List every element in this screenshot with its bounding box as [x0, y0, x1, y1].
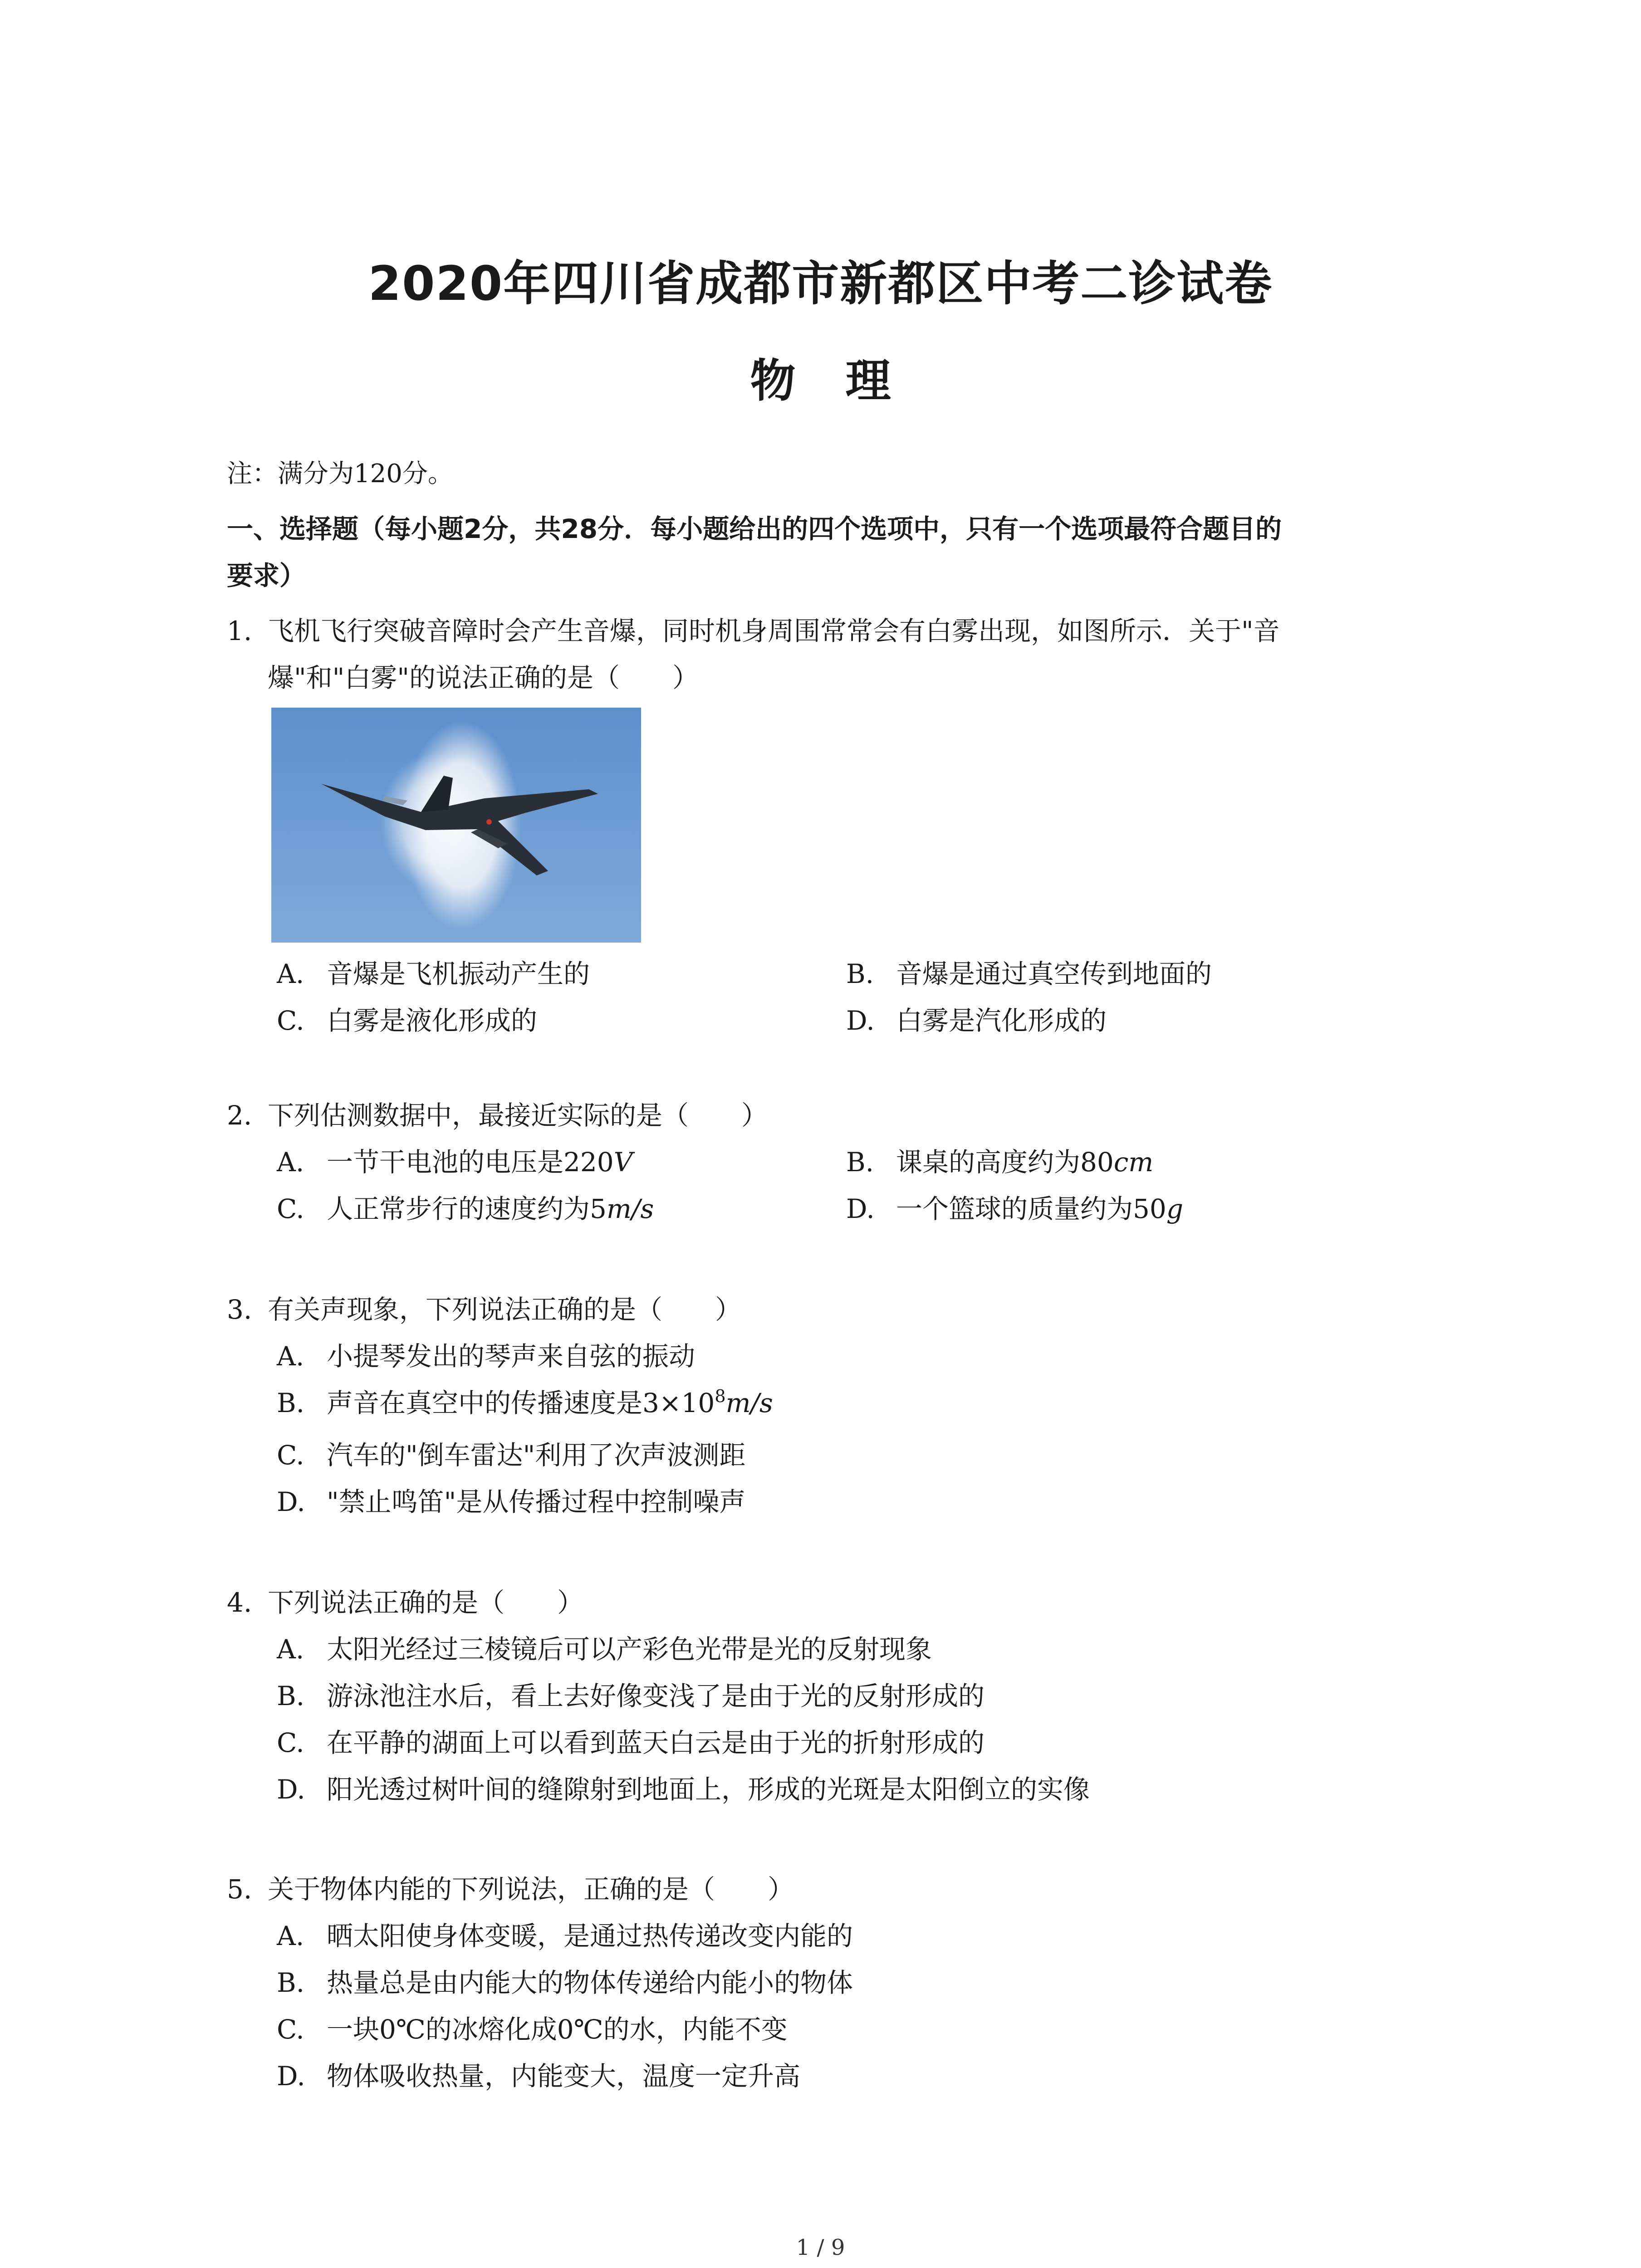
option-c[interactable]: C. 汽车的"倒车雷达"利用了次声波测距: [277, 1440, 746, 1471]
section-heading: [227, 506, 1452, 599]
question-1-options: [227, 951, 1465, 1044]
option-d[interactable]: D. 阳光透过树叶间的缝隙射到地面上，形成的光斑是太阳倒立的实像: [277, 1774, 1090, 1805]
question-5-stem: [227, 1866, 1465, 1913]
options-list: [277, 1913, 1465, 2100]
option-a[interactable]: A. 一节干电池的电压是220V: [277, 1147, 633, 1178]
section-heading-line2: 要求）: [227, 560, 306, 591]
question-4-stem: [227, 1579, 1465, 1626]
option-b[interactable]: B. 声音在真空中的传播速度是$3\times 10^8m/s$: [277, 1386, 773, 1418]
options-row: [277, 1186, 1465, 1232]
page-number: 1 / 9: [796, 2235, 845, 2260]
option-c[interactable]: C. 一块0℃的冰熔化成0℃的水，内能不变: [277, 2014, 788, 2045]
score-note: 注：满分为120分。: [227, 459, 453, 489]
question-1-stem: [227, 608, 1465, 655]
question-5: [227, 1866, 1465, 2100]
options-row: [277, 997, 1465, 1044]
question-2-stem-line1: 下列估测数据中，最接近实际的是（ ）: [268, 1100, 768, 1131]
question-number: 5.: [227, 1874, 252, 1905]
option-d[interactable]: D. 白雾是汽化形成的: [846, 1005, 1107, 1036]
exam-subject: 物理: [750, 354, 941, 407]
question-1-stem-line1: 飞机飞行突破音障时会产生音爆，同时机身周围常常会有白雾出现，如图所示．关于"音: [268, 616, 1280, 646]
option-a[interactable]: A. 音爆是飞机振动产生的: [277, 958, 590, 989]
question-3-stem: [227, 1286, 1465, 1333]
option-d[interactable]: D. 一个篮球的质量约为50g: [846, 1193, 1183, 1224]
jet-sonic-boom-photo: [271, 708, 641, 943]
option-a[interactable]: A. 晒太阳使身体变暖，是通过热传递改变内能的: [277, 1921, 853, 1951]
question-3: [227, 1286, 1465, 1525]
jet-photo-image: [271, 708, 641, 943]
options-row: [277, 951, 1465, 997]
option-b[interactable]: B. 游泳池注水后，看上去好像变浅了是由于光的反射形成的: [277, 1681, 985, 1711]
question-1-stem-line2: 爆"和"白雾"的说法正确的是（ ）: [268, 662, 699, 693]
options-grid: [277, 1139, 1465, 1232]
question-2: [227, 1092, 1465, 1232]
question-number: 2.: [227, 1100, 252, 1131]
option-c[interactable]: C. 在平静的湖面上可以看到蓝天白云是由于光的折射形成的: [277, 1727, 985, 1758]
question-4: [227, 1579, 1465, 1813]
question-1: [227, 608, 1465, 701]
options-list: [277, 1626, 1465, 1813]
question-2-stem: [227, 1092, 1465, 1139]
option-b[interactable]: B. 热量总是由内能大的物体传递给内能小的物体: [277, 1967, 853, 1998]
option-c[interactable]: C. 人正常步行的速度约为5m/s: [277, 1193, 654, 1224]
option-d[interactable]: D. "禁止鸣笛"是从传播过程中控制噪声: [277, 1486, 746, 1517]
options-row: [277, 1139, 1465, 1186]
option-c[interactable]: C. 白雾是液化形成的: [277, 1005, 538, 1036]
question-3-stem-line1: 有关声现象，下列说法正确的是（ ）: [268, 1294, 742, 1325]
question-number: 1.: [227, 616, 252, 646]
option-b[interactable]: B. 音爆是通过真空传到地面的: [846, 958, 1212, 989]
section-heading-line1: 一、选择题（每小题2分，共28分．每小题给出的四个选项中，只有一个选项最符合题目的: [227, 513, 1282, 544]
options-list: [277, 1333, 1465, 1525]
option-d[interactable]: D. 物体吸收热量，内能变大，温度一定升高: [277, 2061, 801, 2092]
option-b[interactable]: B. 课桌的高度约为80cm: [846, 1147, 1154, 1178]
question-number: 3.: [227, 1294, 252, 1325]
options-grid: [277, 951, 1465, 1044]
question-5-stem-line1: 关于物体内能的下列说法，正确的是（ ）: [268, 1874, 794, 1905]
option-a[interactable]: A. 小提琴发出的琴声来自弦的振动: [277, 1341, 696, 1372]
question-number: 4.: [227, 1587, 252, 1618]
question-4-stem-line1: 下列说法正确的是（ ）: [268, 1587, 584, 1618]
exam-title: 2020年四川省成都市新都区中考二诊试卷: [368, 256, 1273, 311]
option-a[interactable]: A. 太阳光经过三棱镜后可以产彩色光带是光的反射现象: [277, 1634, 932, 1665]
